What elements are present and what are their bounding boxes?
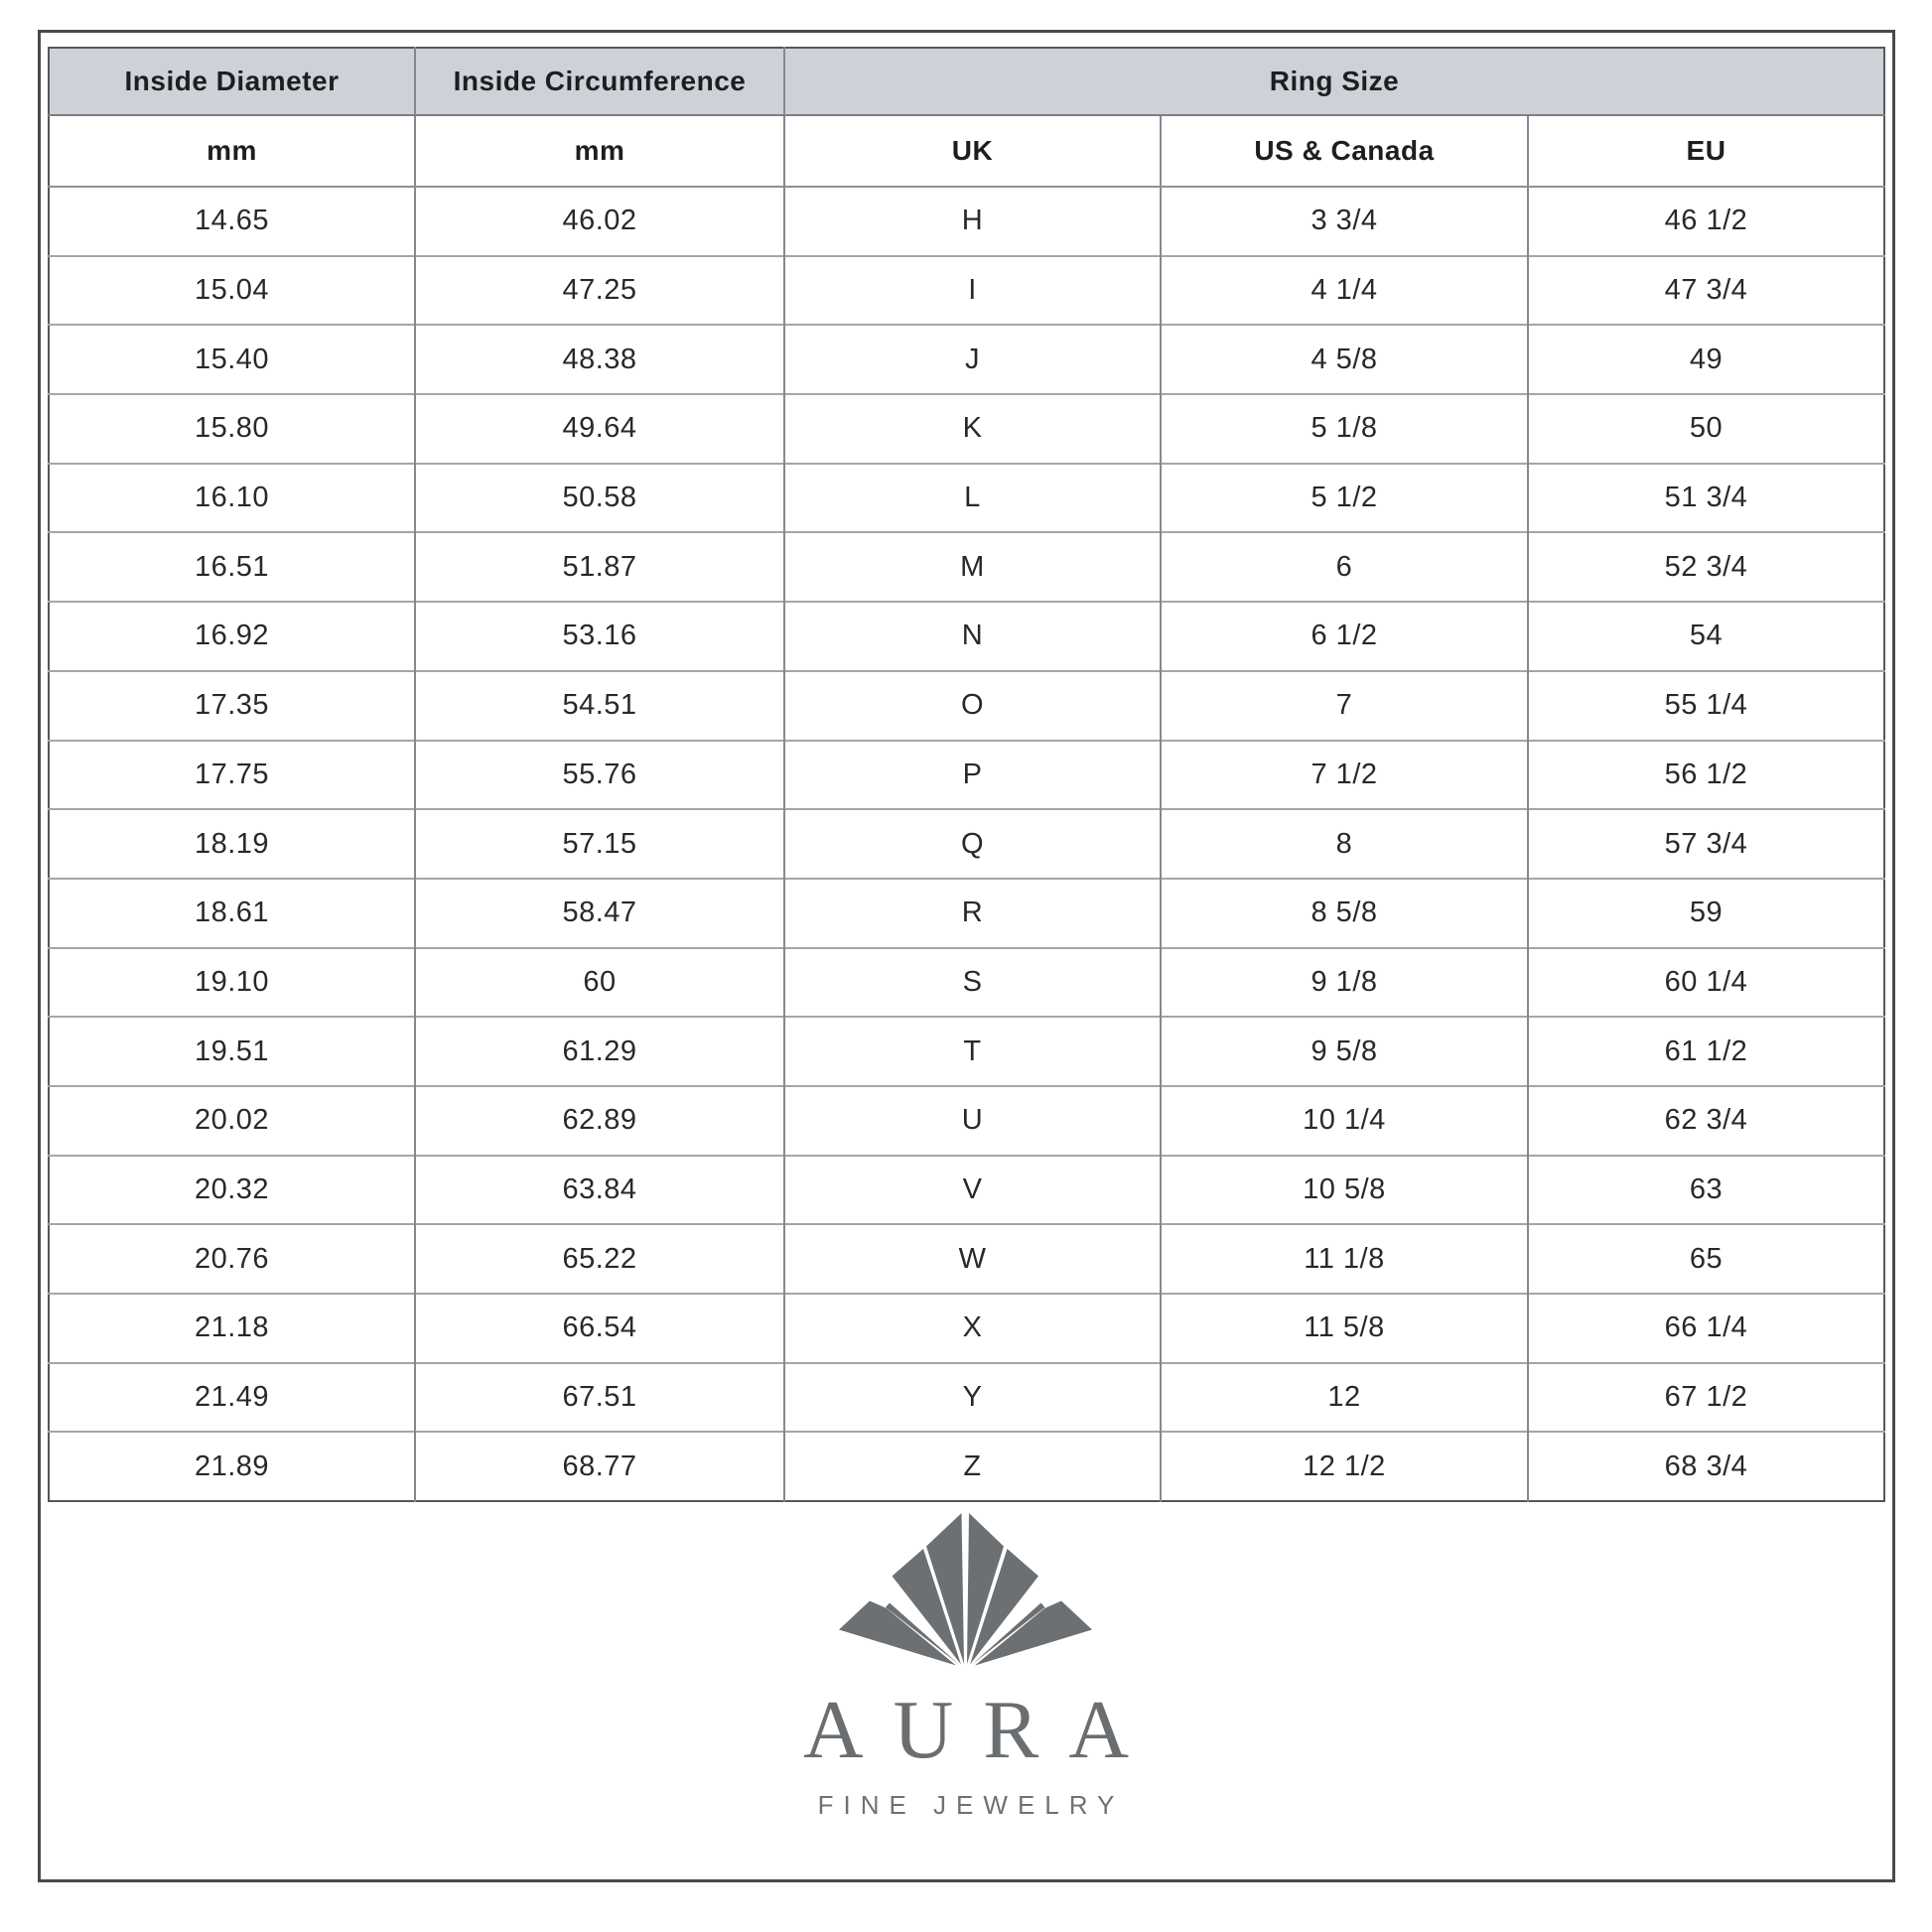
table-row <box>49 1086 1884 1156</box>
table-cell: 17.75 <box>49 741 415 810</box>
table-cell: N <box>784 602 1161 671</box>
table-cell: 7 <box>1161 671 1528 741</box>
table-cell: 51.87 <box>415 532 784 602</box>
brand-logo <box>0 1512 1932 1821</box>
table-cell: 15.40 <box>49 325 415 394</box>
table-cell: 60 1/4 <box>1528 948 1884 1018</box>
ring-size-table <box>48 47 1885 1502</box>
table-cell: 6 <box>1161 532 1528 602</box>
table-row <box>49 394 1884 464</box>
table-row <box>49 325 1884 394</box>
table-cell: 3 3/4 <box>1161 187 1528 256</box>
table-cell: S <box>784 948 1161 1018</box>
subheader-us-canada: US & Canada <box>1161 115 1528 187</box>
table-cell: 53.16 <box>415 602 784 671</box>
table-cell: T <box>784 1017 1161 1086</box>
table-cell: X <box>784 1294 1161 1363</box>
table-cell: 46.02 <box>415 187 784 256</box>
table-row <box>49 948 1884 1018</box>
table-cell: 5 1/8 <box>1161 394 1528 464</box>
fan-gem-icon <box>838 1512 1094 1669</box>
table-cell: 4 5/8 <box>1161 325 1528 394</box>
table-row <box>49 879 1884 948</box>
table-cell: W <box>784 1224 1161 1294</box>
table-cell: 57 3/4 <box>1528 809 1884 879</box>
table-cell: 16.51 <box>49 532 415 602</box>
table-cell: 12 <box>1161 1363 1528 1433</box>
table-cell: 10 5/8 <box>1161 1156 1528 1225</box>
table-row <box>49 1224 1884 1294</box>
table-cell: 47 3/4 <box>1528 256 1884 326</box>
table-cell: 11 1/8 <box>1161 1224 1528 1294</box>
table-cell: 14.65 <box>194 205 270 237</box>
table-cell: 62 3/4 <box>1528 1086 1884 1156</box>
table-row <box>49 671 1884 741</box>
table-cell: 48.38 <box>415 325 784 394</box>
table-cell: 60 <box>415 948 784 1018</box>
table-cell: 10 1/4 <box>1161 1086 1528 1156</box>
table-body <box>49 187 1884 1501</box>
table-cell: 11 5/8 <box>1161 1294 1528 1363</box>
table-cell: Q <box>784 809 1161 879</box>
table-cell: 18.61 <box>49 879 415 948</box>
table-row <box>49 1294 1884 1363</box>
table-cell: 16.10 <box>49 464 415 533</box>
table-cell: 20.02 <box>49 1086 415 1156</box>
table-cell: 46 1/2 <box>1528 187 1884 256</box>
table-cell: 6 1/2 <box>1161 602 1528 671</box>
table-cell: 55 1/4 <box>1528 671 1884 741</box>
table-row <box>49 464 1884 533</box>
table-cell: 62.89 <box>415 1086 784 1156</box>
table-header-row-units <box>49 115 1884 187</box>
subheader-mm-circumference: mm <box>415 115 784 187</box>
table-cell: 17.35 <box>49 671 415 741</box>
table-cell: U <box>784 1086 1161 1156</box>
table-row <box>49 741 1884 810</box>
table-cell: 54 <box>1528 602 1884 671</box>
fan-gem-icon-shapes <box>839 1513 1092 1666</box>
table-cell: 66 1/4 <box>1528 1294 1884 1363</box>
table-cell: 63.84 <box>415 1156 784 1225</box>
table-cell: 66.54 <box>415 1294 784 1363</box>
table-row <box>49 1017 1884 1086</box>
table-cell: 47.25 <box>415 256 784 326</box>
table-cell: 52 3/4 <box>1528 532 1884 602</box>
header-inside-circumference: Inside Circumference <box>415 48 784 115</box>
table-cell: J <box>784 325 1161 394</box>
table-cell: 21.18 <box>49 1294 415 1363</box>
table-cell: R <box>784 879 1161 948</box>
table-cell: 9 5/8 <box>1161 1017 1528 1086</box>
table-cell: 54.51 <box>415 671 784 741</box>
brand-name: AURA <box>802 1684 1159 1776</box>
header-ring-size: Ring Size <box>784 48 1884 115</box>
table-cell: 65 <box>1528 1224 1884 1294</box>
table-cell: V <box>784 1156 1161 1225</box>
table-cell: L <box>784 464 1161 533</box>
table-cell: 58.47 <box>415 879 784 948</box>
table-cell: 67.51 <box>415 1363 784 1433</box>
table-cell: 18.19 <box>49 809 415 879</box>
table-cell: 49.64 <box>415 394 784 464</box>
table-cell: 21.89 <box>49 1432 415 1501</box>
table-cell: M <box>784 532 1161 602</box>
table-cell: 7 1/2 <box>1161 741 1528 810</box>
table-row <box>49 1156 1884 1225</box>
table-cell: O <box>784 671 1161 741</box>
table-cell: 68 3/4 <box>1528 1432 1884 1501</box>
table-cell: 20.32 <box>49 1156 415 1225</box>
subheader-mm-diameter: mm <box>49 115 415 187</box>
table-cell: 56 1/2 <box>1528 741 1884 810</box>
table-cell: 20.76 <box>49 1224 415 1294</box>
table-cell: 50.58 <box>415 464 784 533</box>
table-header <box>49 48 1884 187</box>
table-cell: 61 1/2 <box>1528 1017 1884 1086</box>
table-cell: 9 1/8 <box>1161 948 1528 1018</box>
table-cell: 50 <box>1528 394 1884 464</box>
table-cell: 55.76 <box>415 741 784 810</box>
table-cell: 51 3/4 <box>1528 464 1884 533</box>
table-cell: 8 <box>1161 809 1528 879</box>
table-cell: 63 <box>1528 1156 1884 1225</box>
table-cell: Z <box>784 1432 1161 1501</box>
table-cell: 21.49 <box>49 1363 415 1433</box>
table-row <box>49 1363 1884 1433</box>
table-cell: 57.15 <box>415 809 784 879</box>
table-cell: 65.22 <box>415 1224 784 1294</box>
header-inside-diameter: Inside Diameter <box>49 48 415 115</box>
table-cell: 61.29 <box>415 1017 784 1086</box>
table-row <box>49 809 1884 879</box>
brand-tagline: FINE JEWELRY <box>817 1789 1125 1820</box>
table-cell: I <box>784 256 1161 326</box>
table-cell: 59 <box>1528 879 1884 948</box>
table-cell: Y <box>784 1363 1161 1433</box>
table-cell: 4 1/4 <box>1161 256 1528 326</box>
table-cell: H <box>784 187 1161 256</box>
table-cell: 15.04 <box>49 256 415 326</box>
table-cell: 16.92 <box>49 602 415 671</box>
table-cell: 8 5/8 <box>1161 879 1528 948</box>
table-cell: 15.80 <box>49 394 415 464</box>
table-row <box>49 602 1884 671</box>
table-cell: 19.10 <box>49 948 415 1018</box>
table-cell: 68.77 <box>415 1432 784 1501</box>
table-cell: 12 1/2 <box>1161 1432 1528 1501</box>
table-cell: K <box>784 394 1161 464</box>
table-cell: P <box>784 741 1161 810</box>
table-cell: 67 1/2 <box>1528 1363 1884 1433</box>
table-row <box>49 532 1884 602</box>
table-cell: 19.51 <box>49 1017 415 1086</box>
subheader-uk: UK <box>784 115 1161 187</box>
table-row <box>49 1432 1884 1501</box>
table-header-row-groups <box>49 48 1884 115</box>
table-cell: 5 1/2 <box>1161 464 1528 533</box>
table-row <box>49 256 1884 326</box>
table-row <box>49 187 1884 256</box>
subheader-eu: EU <box>1528 115 1884 187</box>
table-cell: 49 <box>1528 325 1884 394</box>
